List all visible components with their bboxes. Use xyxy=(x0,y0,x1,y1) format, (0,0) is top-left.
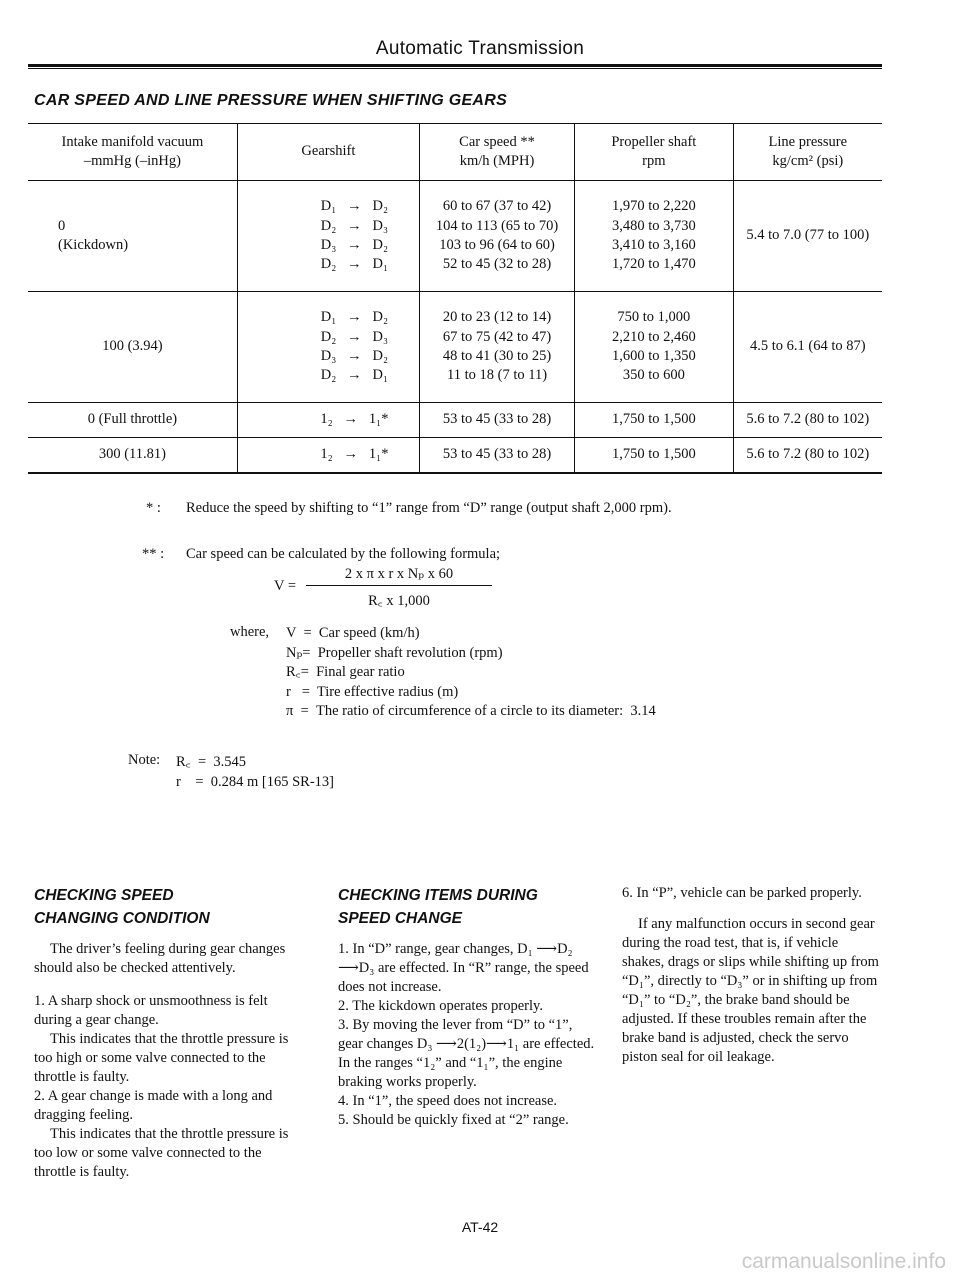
pressure-cell: 5.6 to 7.2 (80 to 102) xyxy=(733,403,882,438)
right-column xyxy=(622,884,884,1067)
middle-heading: CHECKING ITEMS DURING SPEED CHANGE xyxy=(338,887,538,927)
page-header: Automatic Transmission xyxy=(375,38,585,59)
header-vacuum: Intake manifold vacuum –mmHg (–inHg) xyxy=(28,124,237,181)
rpm-cell: 750 to 1,000 2,210 to 2,460 1,600 to 1,350 350 to 600 xyxy=(575,292,734,403)
left-item-1: 1. A sharp shock or unsmoothness is felt during a gear change. xyxy=(34,993,268,1028)
table-header-row xyxy=(28,124,882,181)
header-rule xyxy=(28,64,882,67)
table-row xyxy=(28,292,882,403)
left-item-2-detail: This indicates that the throttle pressure is too low or some valve connected to the throttle is faulty. xyxy=(34,1126,289,1180)
left-heading: CHECKING SPEED CHANGING CONDITION xyxy=(34,887,210,927)
watermark: carmanualsonline.info xyxy=(741,1250,946,1273)
mid-item-3: 3. By moving the lever from “D” to “1”, gear changes D₃ ⟶2(1₂)⟶1₁ are effected. In the ranges “1₂” and “1₁”, the engine braking works properly. xyxy=(338,1017,595,1090)
gearshift-cell: D₁ → D₂ D₂ → D₃ D₃ → D₂ D₂ → D₁ xyxy=(237,181,419,292)
header-speed: Car speed ** km/h (MPH) xyxy=(420,124,575,181)
footnote-dstar-text: Car speed can be calculated by the following formula; xyxy=(186,546,501,562)
footnote-star-text: Reduce the speed by shifting to “1” range from “D” range (output shaft 2,000 rpm). xyxy=(186,500,672,516)
left-column xyxy=(34,940,302,1182)
header-rule-thin xyxy=(28,68,882,69)
pressure-cell: 4.5 to 6.1 (64 to 87) xyxy=(733,292,882,403)
table-row xyxy=(28,181,882,292)
mid-item-4: 4. In “1”, the speed does not increase. xyxy=(338,1093,558,1109)
pressure-cell: 5.6 to 7.2 (80 to 102) xyxy=(733,438,882,474)
vacuum-cell: 300 (11.81) xyxy=(28,438,237,474)
speed-cell: 53 to 45 (33 to 28) xyxy=(420,438,575,474)
formula-lhs: V = xyxy=(274,578,297,594)
speed-cell: 53 to 45 (33 to 28) xyxy=(420,403,575,438)
header-gearshift: Gearshift xyxy=(237,124,419,181)
mid-item-5: 5. Should be quickly fixed at “2” range. xyxy=(338,1112,569,1128)
speed-cell: 60 to 67 (37 to 42) 104 to 113 (65 to 70) 103 to 96 (64 to 60) 52 to 45 (32 to 28) xyxy=(420,181,575,292)
formula-denominator: R꜀ x 1,000 xyxy=(368,593,430,609)
footnote-star-mark: * : xyxy=(146,500,161,516)
left-item-1-detail: This indicates that the throttle pressure is too high or some valve connected to the throttle is faulty. xyxy=(34,1031,289,1085)
rpm-cell: 1,750 to 1,500 xyxy=(575,438,734,474)
speed-cell: 20 to 23 (12 to 14) 67 to 75 (42 to 47) 48 to 41 (30 to 25) 11 to 18 (7 to 11) xyxy=(420,292,575,403)
table-row xyxy=(28,438,882,474)
vacuum-cell: 100 (3.94) xyxy=(28,292,237,403)
formula-numerator: 2 x π x r x Nₚ x 60 xyxy=(306,566,492,586)
note-text: R꜀ = 3.545 r = 0.284 m [165 SR-13] xyxy=(176,754,335,790)
where-label: where, xyxy=(230,624,270,640)
formula-definitions: V = Car speed (km/h) Nₚ= Propeller shaft revolution (rpm) R꜀= Final gear ratio r = Tire effective radius (m) π = The ratio of circumference of a circle to its diameter: 3.14 xyxy=(286,625,656,719)
rpm-cell: 1,750 to 1,500 xyxy=(575,403,734,438)
middle-column xyxy=(338,940,600,1130)
footnote-dstar-mark: ** : xyxy=(142,546,165,562)
left-item-2: 2. A gear change is made with a long and dragging feeling. xyxy=(34,1088,273,1123)
gearshift-cell: D₁ → D₂ D₂ → D₃ D₃ → D₂ D₂ → D₁ xyxy=(237,292,419,403)
left-intro: The driver’s feeling during gear changes should also be checked attentively. xyxy=(34,941,286,976)
header-rpm: Propeller shaft rpm xyxy=(575,124,734,181)
page-number: AT-42 xyxy=(461,1219,499,1235)
rpm-cell: 1,970 to 2,220 3,480 to 3,730 3,410 to 3,160 1,720 to 1,470 xyxy=(575,181,734,292)
section-title: CAR SPEED AND LINE PRESSURE WHEN SHIFTING GEARS xyxy=(34,92,508,109)
vacuum-cell: 0 (Full throttle) xyxy=(28,403,237,438)
gearshift-cell: 1₂ → 1₁* xyxy=(237,403,419,438)
speed-pressure-table xyxy=(28,123,882,474)
pressure-cell: 5.4 to 7.0 (77 to 100) xyxy=(733,181,882,292)
mid-item-2: 2. The kickdown operates properly. xyxy=(338,998,543,1014)
mid-item-1: 1. In “D” range, gear changes, D₁ ⟶D₂ ⟶D₃ are effected. In “R” range, the speed does not increase. xyxy=(338,941,589,995)
table-row xyxy=(28,403,882,438)
vacuum-cell: 0 (Kickdown) xyxy=(28,181,237,292)
header-pressure: Line pressure kg/cm² (psi) xyxy=(733,124,882,181)
right-paragraph: If any malfunction occurs in second gear during the road test, that is, if vehicle shakes, drags or slips while shifting up from “D₁”, directly to “D₃” or in shifting up from “D₁” to “D₂”, the brake band should be adjusted. If these troubles remain after the brake band is adjusted, check the servo piston seal for oil leakage. xyxy=(622,916,879,1065)
right-item-6: 6. In “P”, vehicle can be parked properly. xyxy=(622,885,862,901)
gearshift-cell: 1₂ → 1₁* xyxy=(237,438,419,474)
note-label: Note: xyxy=(128,752,161,768)
